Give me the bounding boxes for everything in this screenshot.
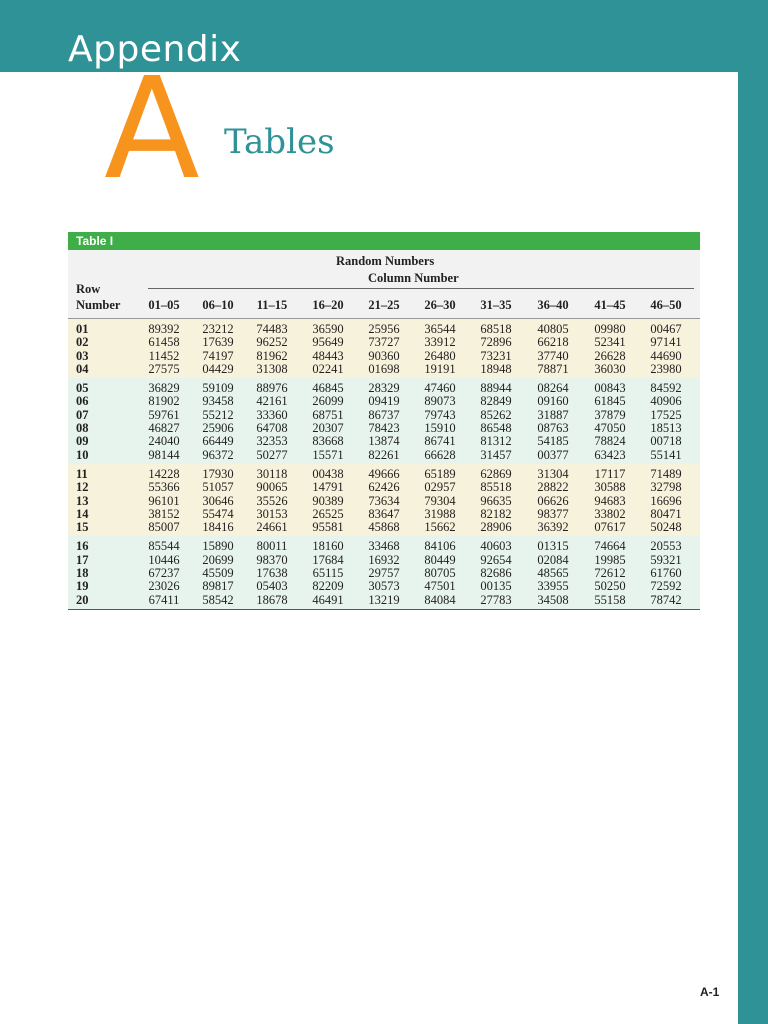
table-cell: 59109 <box>202 381 234 396</box>
table-cell: 30588 <box>594 480 626 495</box>
table-row <box>68 382 700 395</box>
table-cell: 33912 <box>424 335 456 350</box>
right-margin-band <box>738 0 768 1024</box>
table-cell: 63423 <box>594 447 626 462</box>
table-cell: 80471 <box>650 506 682 521</box>
table-cell: 81902 <box>148 394 180 409</box>
table-cell: 35526 <box>256 493 288 508</box>
table-cell: 67237 <box>148 566 180 581</box>
table-cell: 00377 <box>537 447 569 462</box>
table-row <box>68 363 700 376</box>
table-cell: 82686 <box>480 566 512 581</box>
table-cell: 85007 <box>148 520 180 535</box>
table-row <box>68 422 700 435</box>
table-cell: 09980 <box>594 322 626 336</box>
row-number: 19 <box>76 579 89 594</box>
column-header: 41–45 <box>594 298 626 312</box>
table-cell: 89073 <box>424 394 456 409</box>
table-cell: 96252 <box>256 335 288 350</box>
column-number-title: Column Number <box>368 271 459 285</box>
table-cell: 13874 <box>368 434 400 449</box>
table-cell: 34508 <box>537 592 569 607</box>
table-row <box>68 521 700 534</box>
table-cell: 90389 <box>312 493 344 508</box>
table-row <box>68 336 700 349</box>
table-body <box>68 319 700 609</box>
table-cell: 51057 <box>202 480 234 495</box>
table-cell: 18416 <box>202 520 234 535</box>
table-cell: 73634 <box>368 493 400 508</box>
table-cell: 00135 <box>480 579 512 594</box>
table-cell: 85518 <box>480 480 512 495</box>
table-cell: 74664 <box>594 539 626 554</box>
table-cell: 18948 <box>480 361 512 376</box>
table-cell: 82261 <box>368 447 400 462</box>
table-row <box>68 395 700 408</box>
table-cell: 37740 <box>537 348 569 363</box>
table-row <box>68 580 700 593</box>
table-cell: 18160 <box>312 539 344 554</box>
table-cell: 07617 <box>594 520 626 535</box>
table-cell: 19985 <box>594 552 626 567</box>
table-cell: 95581 <box>312 520 344 535</box>
table-cell: 48443 <box>312 348 344 363</box>
table-cell: 17525 <box>650 407 682 422</box>
table-cell: 49666 <box>368 466 400 481</box>
table-row <box>68 468 700 481</box>
column-header: 11–15 <box>256 298 288 312</box>
row-group <box>68 536 700 608</box>
table-cell: 50277 <box>256 447 288 462</box>
table-cell: 02241 <box>312 361 344 376</box>
table-cell: 84592 <box>650 381 682 396</box>
table-cell: 25956 <box>368 322 400 336</box>
table-cell: 30573 <box>368 579 400 594</box>
table-cell: 00718 <box>650 434 682 449</box>
table-cell: 58542 <box>202 592 234 607</box>
column-header: 21–25 <box>368 298 400 312</box>
row-number: 18 <box>76 566 89 581</box>
table-cell: 78824 <box>594 434 626 449</box>
table-cell: 67411 <box>148 592 180 607</box>
table-cell: 00843 <box>594 381 626 396</box>
table-cell: 38152 <box>148 506 180 521</box>
table-cell: 79304 <box>424 493 456 508</box>
header-rule <box>148 288 694 289</box>
table-cell: 47460 <box>424 381 456 396</box>
table-cell: 81312 <box>480 434 512 449</box>
table-header <box>68 250 700 318</box>
table-cell: 81962 <box>256 348 288 363</box>
column-header: 01–05 <box>148 298 180 312</box>
table-cell: 16696 <box>650 493 682 508</box>
table-cell: 96101 <box>148 493 180 508</box>
table-cell: 17638 <box>256 566 288 581</box>
table-cell: 97141 <box>650 335 682 350</box>
table-cell: 27575 <box>148 361 180 376</box>
table-cell: 54185 <box>537 434 569 449</box>
table-cell: 80705 <box>424 566 456 581</box>
table-cell: 68751 <box>312 407 344 422</box>
table-cell: 66628 <box>424 447 456 462</box>
table-row <box>68 540 700 553</box>
table-cell: 83668 <box>312 434 344 449</box>
table-cell: 00438 <box>312 466 344 481</box>
table-row <box>68 508 700 521</box>
table-cell: 45509 <box>202 566 234 581</box>
row-group <box>68 378 700 464</box>
table-cell: 72896 <box>480 335 512 350</box>
table-cell: 17930 <box>202 466 234 481</box>
table-cell: 92654 <box>480 552 512 567</box>
table-cell: 73231 <box>480 348 512 363</box>
table-cell: 29757 <box>368 566 400 581</box>
table-cell: 17684 <box>312 552 344 567</box>
table-cell: 82209 <box>312 579 344 594</box>
table-cell: 20553 <box>650 539 682 554</box>
table-cell: 55158 <box>594 592 626 607</box>
table-cell: 78423 <box>368 421 400 436</box>
table-cell: 74197 <box>202 348 234 363</box>
table-cell: 26099 <box>312 394 344 409</box>
row-number: 17 <box>76 552 89 567</box>
table-cell: 02957 <box>424 480 456 495</box>
table-cell: 16932 <box>368 552 400 567</box>
row-number: 09 <box>76 434 89 449</box>
table-cell: 20307 <box>312 421 344 436</box>
table-cell: 65115 <box>312 566 344 581</box>
table-cell: 14791 <box>312 480 344 495</box>
table-cell: 61760 <box>650 566 682 581</box>
table-row <box>68 495 700 508</box>
table-cell: 65189 <box>424 466 456 481</box>
row-number: 07 <box>76 407 89 422</box>
table-cell: 62426 <box>368 480 400 495</box>
row-number: 12 <box>76 480 89 495</box>
table-cell: 23212 <box>202 322 234 336</box>
table-cell: 96372 <box>202 447 234 462</box>
table-cell: 62869 <box>480 466 512 481</box>
table-row <box>68 323 700 336</box>
table-cell: 30646 <box>202 493 234 508</box>
row-group <box>68 319 700 378</box>
table-cell: 72612 <box>594 566 626 581</box>
table-cell: 33955 <box>537 579 569 594</box>
row-header-line2: Number <box>76 298 121 312</box>
table-cell: 08264 <box>537 381 569 396</box>
table-cell: 26480 <box>424 348 456 363</box>
table-cell: 94683 <box>594 493 626 508</box>
table-cell: 48565 <box>537 566 569 581</box>
table-cell: 73727 <box>368 335 400 350</box>
table-cell: 11452 <box>148 348 180 363</box>
table-cell: 84106 <box>424 539 456 554</box>
table-cell: 40805 <box>537 322 569 336</box>
table-row <box>68 449 700 462</box>
table-cell: 15910 <box>424 421 456 436</box>
table-cell: 80449 <box>424 552 456 567</box>
table-row <box>68 481 700 494</box>
column-header: 06–10 <box>202 298 234 312</box>
table-cell: 23980 <box>650 361 682 376</box>
table-row <box>68 409 700 422</box>
table-cell: 59321 <box>650 552 682 567</box>
table-cell: 28822 <box>537 480 569 495</box>
table-cell: 33360 <box>256 407 288 422</box>
table-cell: 86548 <box>480 421 512 436</box>
table-cell: 90360 <box>368 348 400 363</box>
table-cell: 98377 <box>537 506 569 521</box>
row-number: 04 <box>76 361 89 376</box>
table-cell: 84084 <box>424 592 456 607</box>
table-cell: 24040 <box>148 434 180 449</box>
table-cell: 26628 <box>594 348 626 363</box>
table-cell: 46491 <box>312 592 344 607</box>
table-cell: 82182 <box>480 506 512 521</box>
table-cell: 36590 <box>312 322 344 336</box>
appendix-letter: A <box>104 48 200 211</box>
table-cell: 25906 <box>202 421 234 436</box>
table-cell: 37879 <box>594 407 626 422</box>
table-row <box>68 554 700 567</box>
table-cell: 66449 <box>202 434 234 449</box>
table-cell: 36030 <box>594 361 626 376</box>
column-header: 26–30 <box>424 298 456 312</box>
table-row <box>68 594 700 607</box>
table-cell: 93458 <box>202 394 234 409</box>
row-number: 02 <box>76 335 89 350</box>
table-cell: 88944 <box>480 381 512 396</box>
row-number: 16 <box>76 539 89 554</box>
table-cell: 50250 <box>594 579 626 594</box>
table-cell: 50248 <box>650 520 682 535</box>
table-cell: 31887 <box>537 407 569 422</box>
table-cell: 20699 <box>202 552 234 567</box>
table-row <box>68 567 700 580</box>
table-cell: 96635 <box>480 493 512 508</box>
table-cell: 01315 <box>537 539 569 554</box>
table-label: Table I <box>68 232 700 250</box>
table-cell: 95649 <box>312 335 344 350</box>
table-cell: 40603 <box>480 539 512 554</box>
row-number: 10 <box>76 447 89 462</box>
table-cell: 15662 <box>424 520 456 535</box>
table-cell: 68518 <box>480 322 512 336</box>
column-header: 46–50 <box>650 298 682 312</box>
row-number: 06 <box>76 394 89 409</box>
chapter-heading: Tables <box>224 122 335 162</box>
table-cell: 27783 <box>480 592 512 607</box>
table-cell: 64708 <box>256 421 288 436</box>
table-cell: 89392 <box>148 322 180 336</box>
table-cell: 01698 <box>368 361 400 376</box>
table-cell: 04429 <box>202 361 234 376</box>
row-number: 13 <box>76 493 89 508</box>
table-cell: 47501 <box>424 579 456 594</box>
table-cell: 89817 <box>202 579 234 594</box>
table-title: Random Numbers <box>336 254 435 268</box>
table-cell: 47050 <box>594 421 626 436</box>
table-cell: 32353 <box>256 434 288 449</box>
table-cell: 18513 <box>650 421 682 436</box>
table-cell: 78871 <box>537 361 569 376</box>
table-cell: 31308 <box>256 361 288 376</box>
table-cell: 31457 <box>480 447 512 462</box>
table-cell: 09160 <box>537 394 569 409</box>
row-number: 20 <box>76 592 89 607</box>
table-cell: 74483 <box>256 322 288 336</box>
table-cell: 46845 <box>312 381 344 396</box>
row-number: 01 <box>76 322 89 336</box>
table-cell: 88976 <box>256 381 288 396</box>
table-cell: 55474 <box>202 506 234 521</box>
table-cell: 14228 <box>148 466 180 481</box>
random-numbers-table <box>68 232 700 610</box>
table-cell: 40906 <box>650 394 682 409</box>
table-row <box>68 435 700 448</box>
table-cell: 10446 <box>148 552 180 567</box>
table-cell: 83647 <box>368 506 400 521</box>
table-cell: 55141 <box>650 447 682 462</box>
table-cell: 72592 <box>650 579 682 594</box>
table-cell: 33802 <box>594 506 626 521</box>
table-cell: 30153 <box>256 506 288 521</box>
table-cell: 17117 <box>594 466 626 481</box>
table-cell: 31988 <box>424 506 456 521</box>
table-cell: 36544 <box>424 322 456 336</box>
table-cell: 36392 <box>537 520 569 535</box>
table-cell: 52341 <box>594 335 626 350</box>
table-bottom-rule <box>68 609 700 610</box>
table-cell: 80011 <box>256 539 288 554</box>
table-cell: 31304 <box>537 466 569 481</box>
table-cell: 08763 <box>537 421 569 436</box>
table-cell: 66218 <box>537 335 569 350</box>
table-cell: 36829 <box>148 381 180 396</box>
table-cell: 42161 <box>256 394 288 409</box>
table-cell: 18678 <box>256 592 288 607</box>
table-cell: 85544 <box>148 539 180 554</box>
table-cell: 45868 <box>368 520 400 535</box>
table-cell: 44690 <box>650 348 682 363</box>
appendix-title: Appendix <box>68 29 242 70</box>
table-cell: 85262 <box>480 407 512 422</box>
row-group <box>68 464 700 536</box>
table-cell: 19191 <box>424 361 456 376</box>
table-cell: 06626 <box>537 493 569 508</box>
row-header-line1: Row <box>76 282 101 296</box>
table-cell: 28329 <box>368 381 400 396</box>
table-cell: 26525 <box>312 506 344 521</box>
column-header: 16–20 <box>312 298 344 312</box>
row-number: 08 <box>76 421 89 436</box>
table-cell: 55366 <box>148 480 180 495</box>
table-cell: 28906 <box>480 520 512 535</box>
row-number: 15 <box>76 520 89 535</box>
table-cell: 78742 <box>650 592 682 607</box>
table-cell: 09419 <box>368 394 400 409</box>
column-header: 31–35 <box>480 298 512 312</box>
column-header: 36–40 <box>537 298 569 312</box>
table-cell: 23026 <box>148 579 180 594</box>
table-cell: 82849 <box>480 394 512 409</box>
table-cell: 02084 <box>537 552 569 567</box>
table-cell: 33468 <box>368 539 400 554</box>
table-cell: 98370 <box>256 552 288 567</box>
row-number: 11 <box>76 466 88 481</box>
table-cell: 05403 <box>256 579 288 594</box>
table-cell: 15890 <box>202 539 234 554</box>
table-cell: 86741 <box>424 434 456 449</box>
table-cell: 98144 <box>148 447 180 462</box>
table-cell: 59761 <box>148 407 180 422</box>
table-cell: 79743 <box>424 407 456 422</box>
table-cell: 00467 <box>650 322 682 336</box>
table-cell: 90065 <box>256 480 288 495</box>
row-number: 03 <box>76 348 89 363</box>
table-cell: 32798 <box>650 480 682 495</box>
table-cell: 17639 <box>202 335 234 350</box>
table-row <box>68 350 700 363</box>
table-cell: 61458 <box>148 335 180 350</box>
row-number: 05 <box>76 381 89 396</box>
row-number: 14 <box>76 506 89 521</box>
table-cell: 13219 <box>368 592 400 607</box>
table-cell: 24661 <box>256 520 288 535</box>
table-cell: 61845 <box>594 394 626 409</box>
page-number: A-1 <box>700 985 720 999</box>
table-cell: 46827 <box>148 421 180 436</box>
table-cell: 71489 <box>650 466 682 481</box>
table-cell: 30118 <box>256 466 288 481</box>
table-cell: 55212 <box>202 407 234 422</box>
table-cell: 15571 <box>312 447 344 462</box>
table-cell: 86737 <box>368 407 400 422</box>
